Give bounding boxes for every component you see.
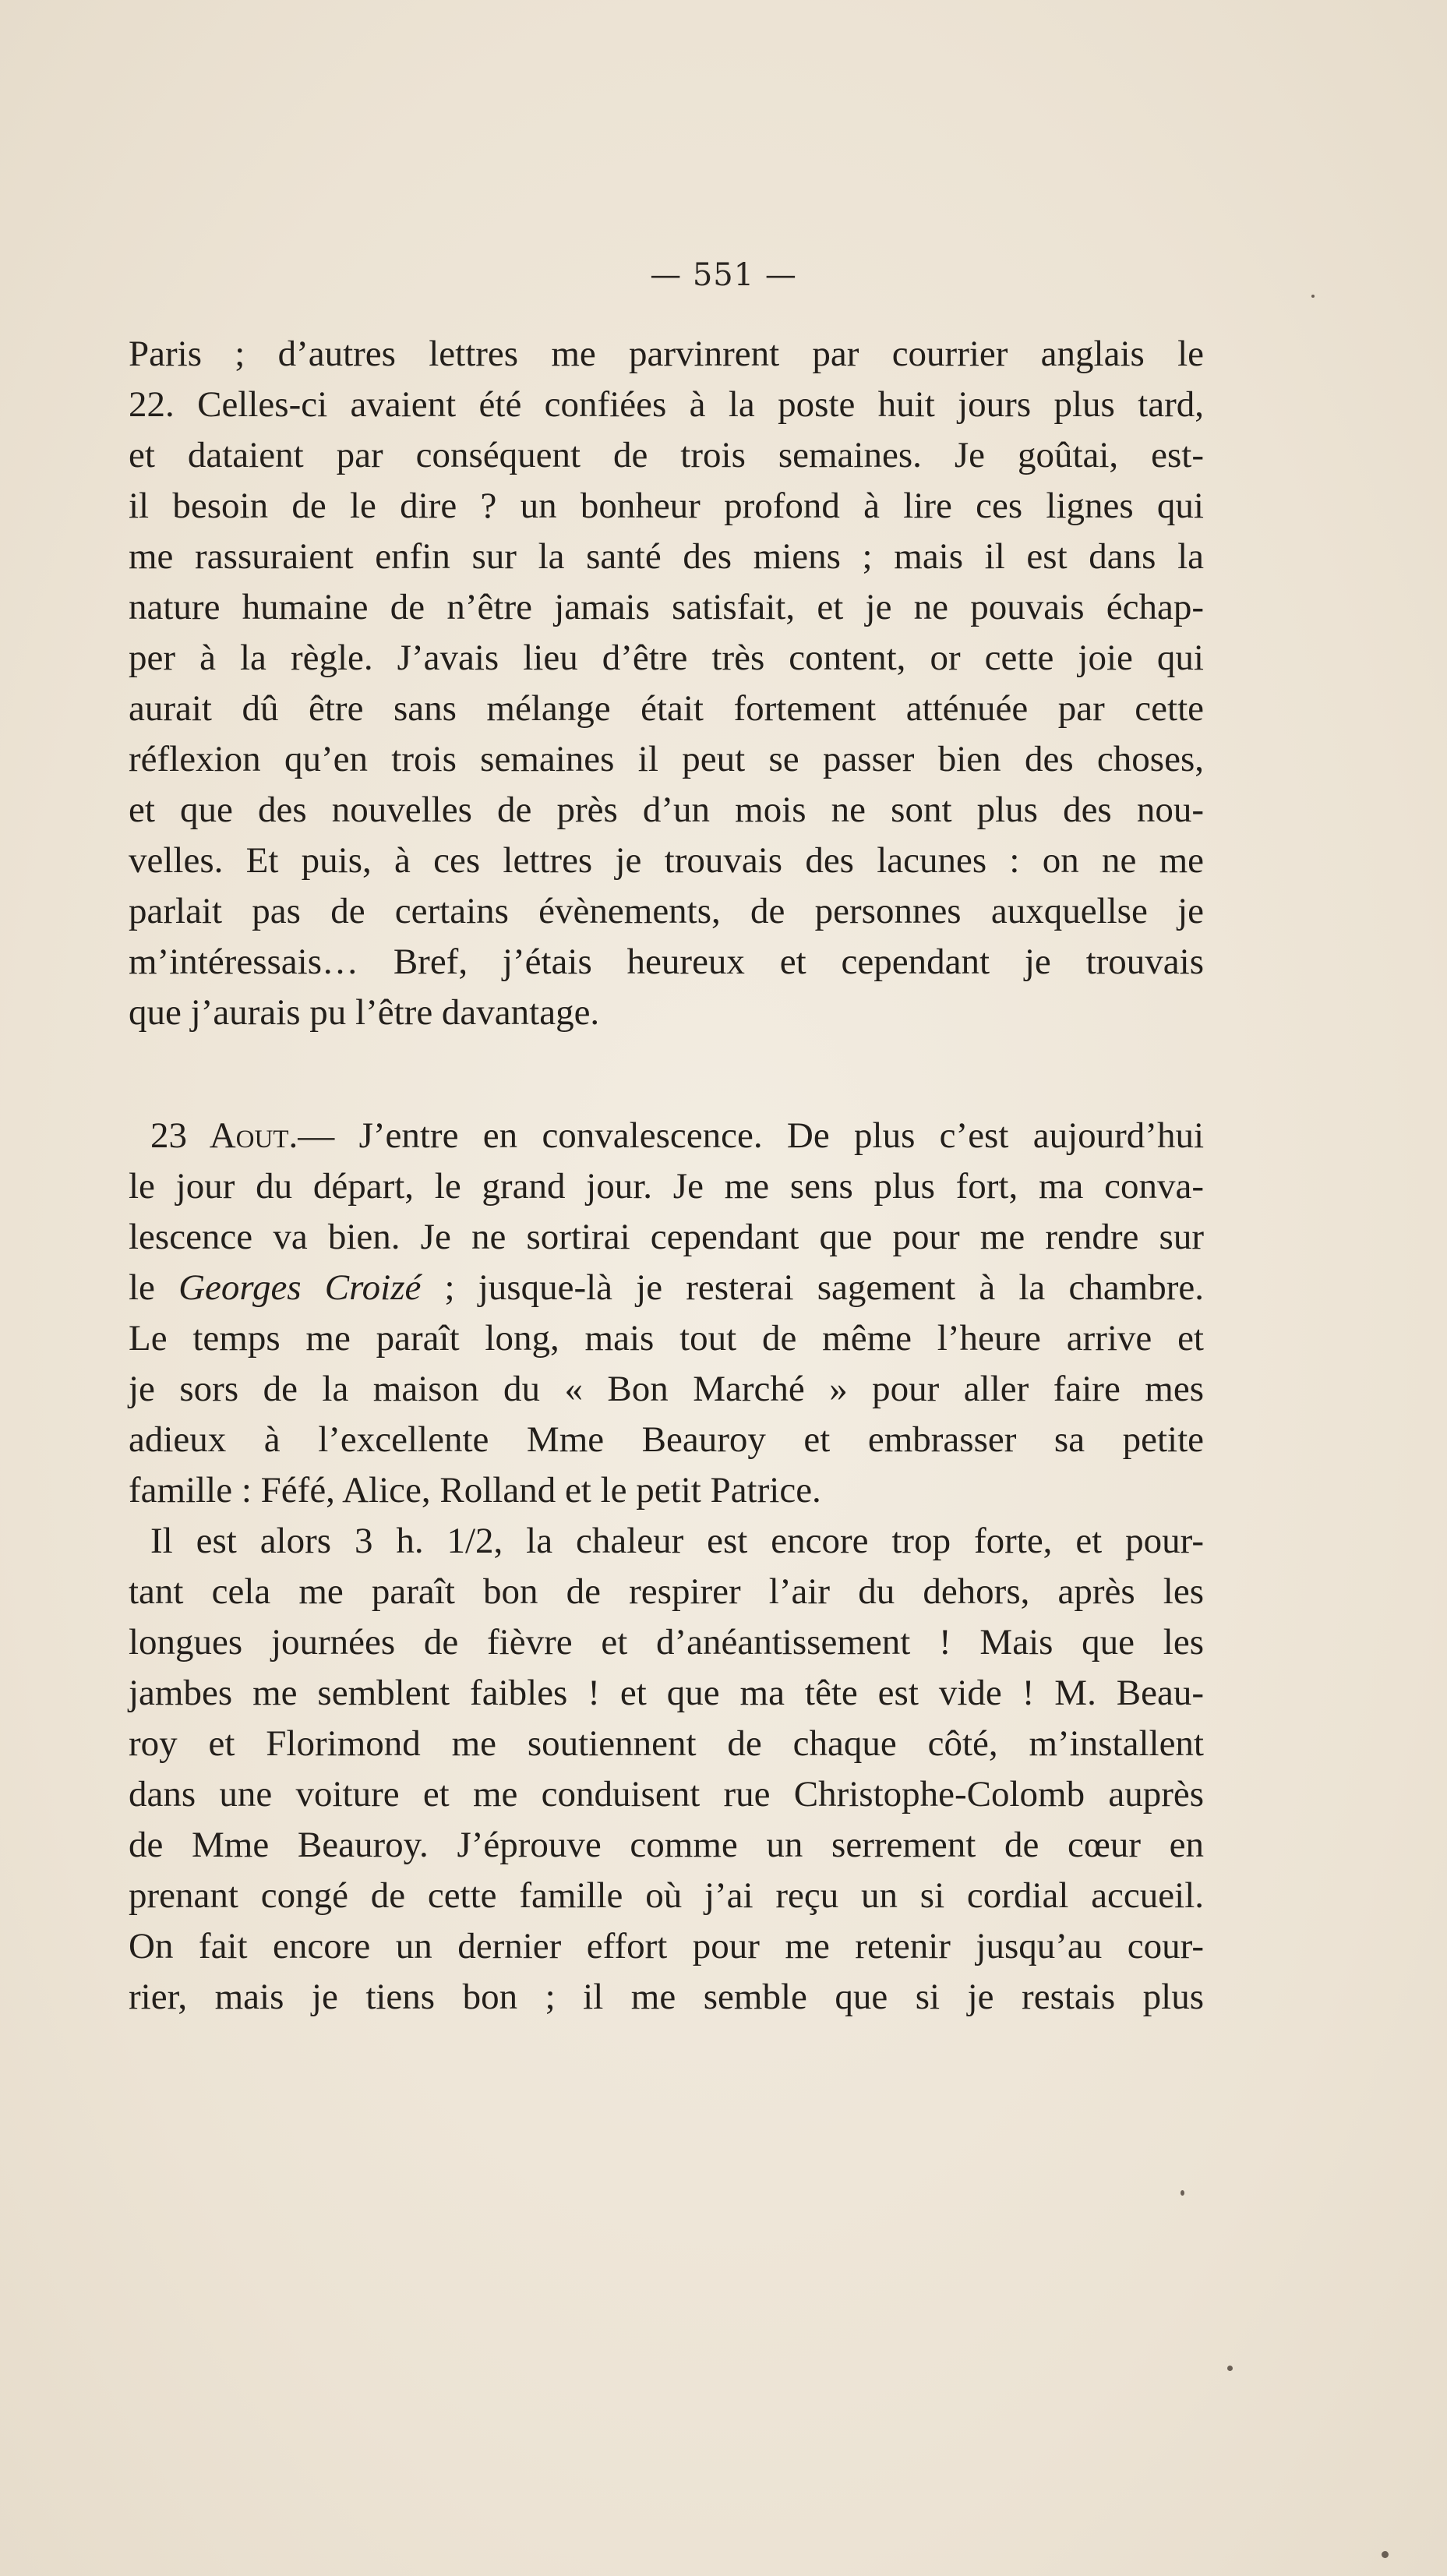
text-line: et dataient par conséquent de trois semaines. Je goûtai, est- <box>129 435 1204 475</box>
entry-first-line <box>129 1111 1204 1161</box>
text-line: lescence va bien. Je ne sortirai cependant que pour me rendre sur <box>129 1217 1204 1257</box>
entry-first-line-text: — J’entre en convalescence. De plus c’est aujourd’hui <box>298 1115 1205 1156</box>
text-line: je sors de la maison du « Bon Marché » pour aller faire mes <box>129 1369 1204 1409</box>
text-line: m’intéressais… Bref, j’étais heureux et cependant je trouvais <box>129 942 1204 982</box>
text-line: Le temps me paraît long, mais tout de même l’heure arrive et <box>129 1318 1204 1359</box>
text-line: roy et Florimond me soutiennent de chaque côté, m’installent <box>129 1723 1204 1764</box>
text-line: famille : Féfé, Alice, Rolland et le petit Patrice. <box>129 1470 821 1511</box>
text-line: rier, mais je tiens bon ; il me semble que si je restais plus <box>129 1977 1204 2017</box>
text-line: jambes me semblent faibles ! et que ma tête est vide ! M. Beau- <box>129 1673 1204 1713</box>
text-line: 22. Celles-ci avaient été confiées à la poste huit jours plus tard, <box>129 384 1204 425</box>
paper-speck <box>1382 2551 1389 2558</box>
paper-speck <box>1227 2366 1233 2371</box>
text-line: parlait pas de certains évènements, de personnes auxquellse je <box>129 891 1204 931</box>
text-line: prenant congé de cette famille où j’ai reçu un si cordial accueil. <box>129 1875 1204 1916</box>
text-line: per à la règle. J’avais lieu d’être très content, or cette joie qui <box>129 638 1204 678</box>
text-line: nature humaine de n’être jamais satisfait, et je ne pouvais échap- <box>129 587 1204 627</box>
text-line: On fait encore un dernier effort pour me retenir jusqu’au cour- <box>129 1926 1204 1966</box>
text-line: me rassuraient enfin sur la santé des miens ; mais il est dans la <box>129 536 1204 577</box>
text-line: et que des nouvelles de près d’un mois ne sont plus des nou- <box>129 790 1204 830</box>
text-line: Il est alors 3 h. 1/2, la chaleur est encore trop forte, et pour- <box>150 1521 1204 1561</box>
text-line: adieux à l’excellente Mme Beauroy et embrasser sa petite <box>129 1419 1204 1460</box>
text-line: il besoin de le dire ? un bonheur profond à lire ces lignes qui <box>129 486 1204 526</box>
text-line: tant cela me paraît bon de respirer l’air du dehors, après les <box>129 1571 1204 1612</box>
text-line: longues journées de fièvre et d’anéantissement ! Mais que les <box>129 1622 1204 1663</box>
text-line: que j’aurais pu l’être davantage. <box>129 992 600 1033</box>
diary-entry <box>129 1111 1204 2023</box>
text-line: dans une voiture et me conduisent rue Christophe-Colomb auprès <box>129 1774 1204 1815</box>
ship-name: Georges Croizé <box>178 1267 422 1308</box>
text-line: le jour du départ, le grand jour. Je me sens plus fort, ma conva- <box>129 1166 1204 1207</box>
text-line: réflexion qu’en trois semaines il peut se passer bien des choses, <box>129 739 1204 779</box>
text-line: Paris ; d’autres lettres me parvinrent par courrier anglais le <box>129 334 1204 374</box>
paper-speck <box>1311 295 1315 298</box>
text-line: de Mme Beauroy. J’éprouve comme un serrement de cœur en <box>129 1825 1204 1865</box>
paper-speck <box>1181 2190 1184 2196</box>
paragraph-1 <box>129 329 1204 1038</box>
text-line: aurait dû être sans mélange était fortement atténuée par cette <box>129 688 1204 729</box>
page-number: — 551 — <box>650 257 797 293</box>
entry-date: 23 Aout. <box>150 1115 298 1156</box>
ship-line-suffix: ; jusque-là je resterai sagement à la chambre. <box>421 1267 1204 1308</box>
text-line: velles. Et puis, à ces lettres je trouvais des lacunes : on ne me <box>129 840 1204 881</box>
ship-line-prefix: le <box>129 1267 179 1308</box>
ship-line <box>129 1263 1204 1313</box>
